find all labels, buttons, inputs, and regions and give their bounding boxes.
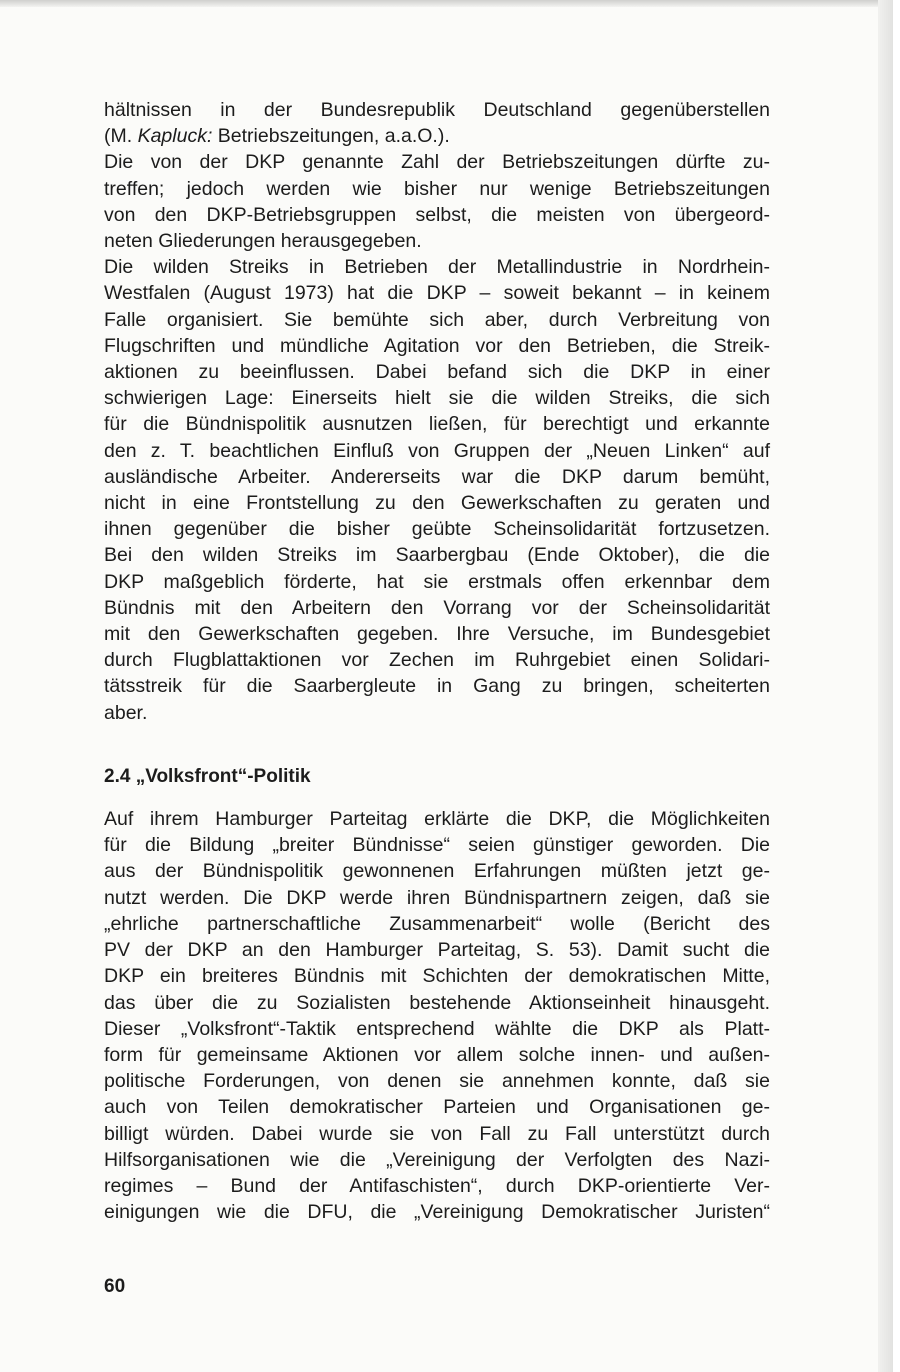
text-line: neten Gliederungen herausgegeben. [104, 230, 422, 253]
text-line: für die Bündnispolitik ausnutzen ließen, für berechtigt und erkannte [104, 413, 770, 436]
author-name: Kapluck: [137, 125, 213, 148]
body-text [104, 97, 770, 1225]
text-line: für die Bildung „breiter Bündnisse“ seien günstiger geworden. Die [104, 834, 770, 857]
section-heading: 2.4 „Volksfront“-Politik [104, 765, 311, 787]
text-line: billigt würden. Dabei wurde sie von Fall zu Fall unterstützt durch [104, 1122, 770, 1145]
text-line: form für gemeinsame Aktionen vor allem solche innen- und außen- [104, 1043, 770, 1066]
paragraph-1 [104, 97, 770, 149]
text-line: das über die zu Sozialisten bestehende Aktionseinheit hinausgeht. [104, 991, 770, 1014]
text-line: aus der Bündnispolitik gewonnenen Erfahrungen müßten jetzt ge- [104, 860, 770, 883]
paragraph-2 [104, 149, 770, 254]
text-line: schwierigen Lage: Einerseits hielt sie die wilden Streiks, die sich [104, 387, 770, 410]
text-line: politische Forderungen, von denen sie annehmen konnte, daß sie [104, 1070, 770, 1093]
text-line: Flugschriften und mündliche Agitation vor den Betrieben, die Streik- [104, 334, 770, 357]
text-line: Bündnis mit den Arbeitern den Vorrang vor der Scheinsolidarität [104, 596, 770, 619]
text-line: Westfalen (August 1973) hat die DKP – soweit bekannt – in keinem [104, 282, 770, 305]
text-line: von den DKP-Betriebsgruppen selbst, die meisten von übergeord- [104, 203, 770, 226]
text-line: Bei den wilden Streiks im Saarbergbau (Ende Oktober), die die [104, 544, 770, 567]
paragraph-3 [104, 254, 770, 726]
text-line: Auf ihrem Hamburger Parteitag erklärte die DKP, die Möglichkeiten [104, 808, 770, 831]
text-line: Die von der DKP genannte Zahl der Betriebszeitungen dürfte zu- [104, 151, 770, 174]
text-line: Falle organisiert. Sie bemühte sich aber, durch Verbreitung von [104, 308, 770, 331]
text-line: nicht in eine Frontstellung zu den Gewerkschaften zu geraten und [104, 492, 770, 515]
text-line: nutzt werden. Die DKP werde ihren Bündnispartnern zeigen, daß sie [104, 886, 770, 909]
text-line: ausländische Arbeiter. Andererseits war die DKP darum bemüht, [104, 465, 770, 488]
page-number: 60 [104, 1276, 126, 1297]
text-line: regimes – Bund der Antifaschisten“, durch DKP-orientierte Ver- [104, 1174, 770, 1197]
page-top-edge [0, 0, 893, 7]
text-line: PV der DKP an den Hamburger Parteitag, S. 53). Damit sucht die [104, 939, 770, 962]
text-line: tätsstreik für die Saarbergleute in Gang zu bringen, scheiterten [104, 675, 770, 698]
paragraph-4 [104, 806, 770, 1225]
text-line: DKP maßgeblich förderte, hat sie erstmals offen erkennbar dem [104, 570, 770, 593]
text-line: aber. [104, 701, 148, 724]
text-line: „ehrliche partnerschaftliche Zusammenarbeit“ wolle (Bericht des [104, 912, 770, 935]
text-line: (M. Kapluck: Betriebszeitungen, a.a.O.). [104, 125, 450, 148]
text-line: Die wilden Streiks in Betrieben der Metallindustrie in Nordrhein- [104, 256, 770, 279]
text-line: treffen; jedoch werden wie bisher nur wenige Betriebszeitungen [104, 177, 770, 200]
text-line: den z. T. beachtlichen Einfluß von Gruppen der „Neuen Linken“ auf [104, 439, 770, 462]
text-line: Hilfsorganisationen wie die „Vereinigung der Verfolgten des Nazi- [104, 1148, 770, 1171]
text-line: DKP ein breiteres Bündnis mit Schichten der demokratischen Mitte, [104, 965, 770, 988]
text-line: Dieser „Volksfront“-Taktik entsprechend wählte die DKP als Platt- [104, 1017, 770, 1040]
text-line: aktionen zu beeinflussen. Dabei befand sich die DKP in einer [104, 361, 770, 384]
text-line: einigungen wie die DFU, die „Vereinigung Demokratischer Juristen“ [104, 1201, 770, 1224]
text-line: ihnen gegenüber die bisher geübte Scheinsolidarität fortzusetzen. [104, 518, 770, 541]
text-line: hältnissen in der Bundesrepublik Deutschland gegenüberstellen [104, 99, 770, 121]
text-line: auch von Teilen demokratischer Parteien und Organisationen ge- [104, 1096, 770, 1119]
text-line: durch Flugblattaktionen vor Zechen im Ruhrgebiet einen Solidari- [104, 649, 770, 672]
text-line: mit den Gewerkschaften gegeben. Ihre Versuche, im Bundesgebiet [104, 623, 770, 646]
page-right-edge [878, 0, 893, 1372]
